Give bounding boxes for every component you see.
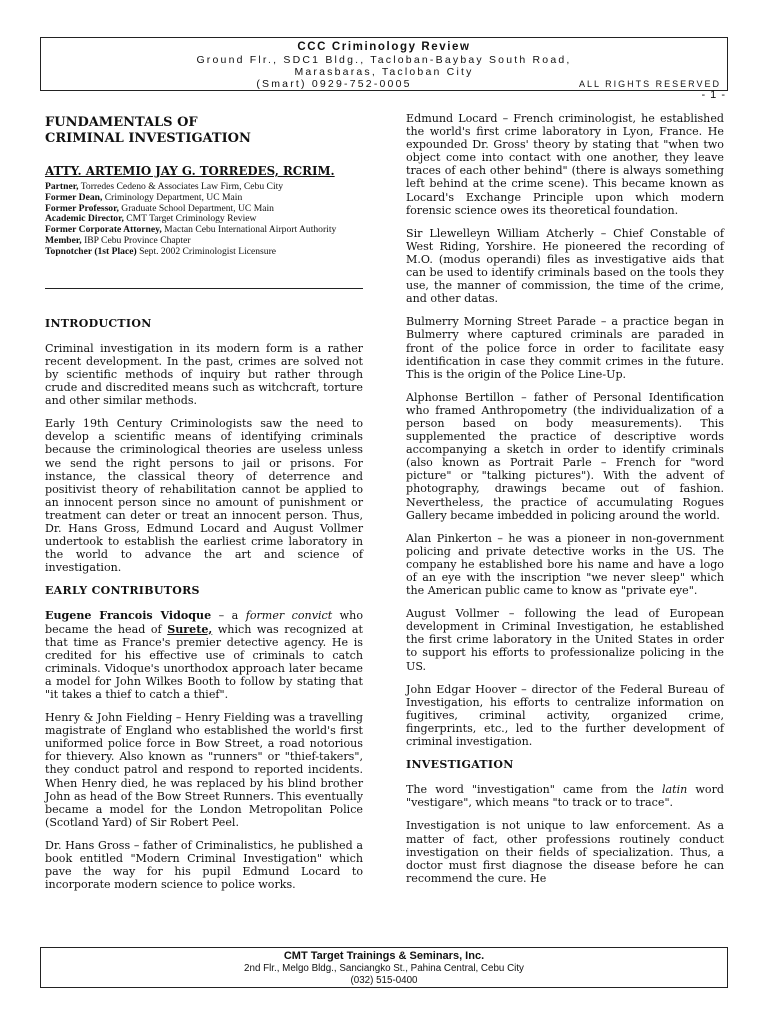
credential-professor: Former Professor, Graduate School Department, UC Main xyxy=(45,202,274,214)
header-box xyxy=(40,37,728,91)
page-number: - 1 - xyxy=(701,89,726,101)
atcherly-paragraph: Sir Llewelleyn William Atcherly – Chief Constable of West Riding, Yorshire. He pioneered the recording of M.O. (modus operandi) files as investigative aids that can be used to identify criminals based on the tools they use, the manner of commission, the time of the crime, and other datas. xyxy=(406,226,724,306)
credential-director: Academic Director, CMT Target Criminology Review xyxy=(45,213,257,225)
investigation-paragraph-1: The word "investigation" came from the latin word "vestigare", which means "to track or to trace". xyxy=(406,783,724,810)
bertillon-paragraph: Alphonse Bertillon – father of Personal Identification who framed Anthropometry (the individualization of a person based on body measurements). This supplemented the practice of descriptive words accompanying a sketch in order to identify criminals (also known as Portrait Parle – French for "word picture" or "talking pictures"). With the advent of photography, drawings became out of fashion. Nevertheless, the practice of accumulating Rogues Gallery became imbedded in policing around the world. xyxy=(406,390,724,522)
credential-dean: Former Dean, Criminology Department, UC Main xyxy=(45,191,243,203)
bulmerry-paragraph: Bulmerry Morning Street Parade – a practice began in Bulmerry where captured criminals are paraded in front of the police force in order to facilitate easy identification in case they commit crimes in the future. This is the origin of the Police Line-Up. xyxy=(406,315,724,381)
credential-attorney: Former Corporate Attorney, Mactan Cebu International Airport Authority xyxy=(45,224,337,236)
vidoque-paragraph: Eugene Francois Vidoque – a former convict who became the head of Surete, which was recognized at that time as France's premier detective agency. He is credited for his effective use of criminals to catch criminals. Vidoque's unorthodox approach later became a model for John Wilkes Booth to follow by stating that "it takes a thief to catch a thief". xyxy=(45,609,363,702)
vollmer-paragraph: August Vollmer – following the lead of European development in Criminal Investigation, he established the first crime laboratory in the United States in order to support his efforts to professionalize policing in the US. xyxy=(406,607,724,673)
footer-org: CMT Target Trainings & Seminars, Inc. xyxy=(283,950,485,962)
vidoque-name: Eugene Francois Vidoque xyxy=(45,609,212,623)
credential-member: Member, IBP Cebu Province Chapter xyxy=(45,235,191,247)
header-title: CCC Criminology Review xyxy=(297,41,471,53)
header-address-line1: Ground Flr., SDC1 Bldg., Tacloban-Baybay South Road, xyxy=(196,54,572,66)
investigation-paragraph-2: Investigation is not unique to law enforcement. As a matter of fact, other professions routinely conduct investigation on their fields of specialization. Thus, a doctor must first diagnose the disease before he can recommend the cure. He xyxy=(406,819,724,885)
investigation-heading: INVESTIGATION xyxy=(406,758,514,772)
author-name: ATTY. ARTEMIO JAY G. TORREDES, RCRIM. xyxy=(45,164,335,178)
intro-paragraph-2: Early 19th Century Criminologists saw the need to develop a scientific means of identifying criminals because the criminological theories are useless unless we send the right persons to jail or prisons. For instance, the classical theory of deterrence and positivist theory of rehabilitation cannot be applied to an innocent person since no amount of punishment or treatment can deter or treat an innocent person. Thus, Dr. Hans Gross, Edmund Locard and August Vollmer undertook to establish the earliest crime laboratory in the world to advance the art and science of investigation. xyxy=(45,417,363,575)
gross-paragraph: Dr. Hans Gross – father of Criminalistics, he published a book entitled "Modern Criminal Investigation" which pave the way for his pupil Edmund Locard to incorporate modern science to police works. xyxy=(45,838,363,892)
divider xyxy=(45,288,363,289)
article-title xyxy=(45,115,363,147)
header-address-line2: Marasbaras, Tacloban City xyxy=(294,66,474,78)
title-line1: FUNDAMENTALS OF xyxy=(45,115,198,130)
footer-box xyxy=(40,947,728,988)
locard-paragraph: Edmund Locard – French criminologist, he established the world's first crime laboratory in Lyon, France. He expounded Dr. Gross' theory by stating that "when two object come into contact with one another, they leave traces of each other behind" (there is always something left behind at the crime scene). This became known as Locard's Exchange Principle upon which modern forensic science owes its theoretical foundation. xyxy=(406,112,724,217)
intro-paragraph-1: Criminal investigation in its modern form is a rather recent development. In the past, crimes are solved not by scientific methods of inquiry but rather through crude and discredited means such as witchcraft, torture and other similar methods. xyxy=(45,341,363,408)
hoover-paragraph: John Edgar Hoover – director of the Federal Bureau of Investigation, his efforts to centralize information on fugitives, criminal activity, organized crime, fingerprints, etc., led to the further development of criminal investigation. xyxy=(406,682,724,749)
header-phone: (Smart) 0929-752-0005 xyxy=(256,78,412,90)
left-column xyxy=(45,112,363,901)
contributors-heading: EARLY CONTRIBUTORS xyxy=(45,584,200,598)
right-column xyxy=(406,112,724,895)
credential-partner: Partner, Torredes Cedeno & Associates Law Firm, Cebu City xyxy=(45,181,284,193)
pinkerton-paragraph: Alan Pinkerton – he was a pioneer in non-government policing and private detective works in the US. The company he established bore his name and have a logo of an eye with the inscription "we never sleep" which the American public came to know as "private eye". xyxy=(406,531,724,598)
footer-address: 2nd Flr., Melgo Bldg., Sanciangko St., Pahina Central, Cebu City xyxy=(244,963,524,974)
fielding-paragraph: Henry & John Fielding – Henry Fielding was a travelling magistrate of England who established the world's first uniformed police force in Bow Street, a road notorious for thievery. Also known as "runners" or "thief-takers", they conduct patrol and respond to reported incidents. When Henry died, he was replaced by his blind brother John as head of the Bow Street Runners. This eventually became a model for the London Metropolitan Police (Scotland Yard) of Sir Robert Peel. xyxy=(45,711,363,829)
credential-topnotcher: Topnotcher (1st Place) Sept. 2002 Criminologist Licensure xyxy=(45,245,277,257)
footer-phone: (032) 515-0400 xyxy=(350,975,418,986)
title-line2: CRIMINAL INVESTIGATION xyxy=(45,131,251,146)
header-rights: ALL RIGHTS RESERVED xyxy=(578,79,721,89)
intro-heading: INTRODUCTION xyxy=(45,316,152,330)
